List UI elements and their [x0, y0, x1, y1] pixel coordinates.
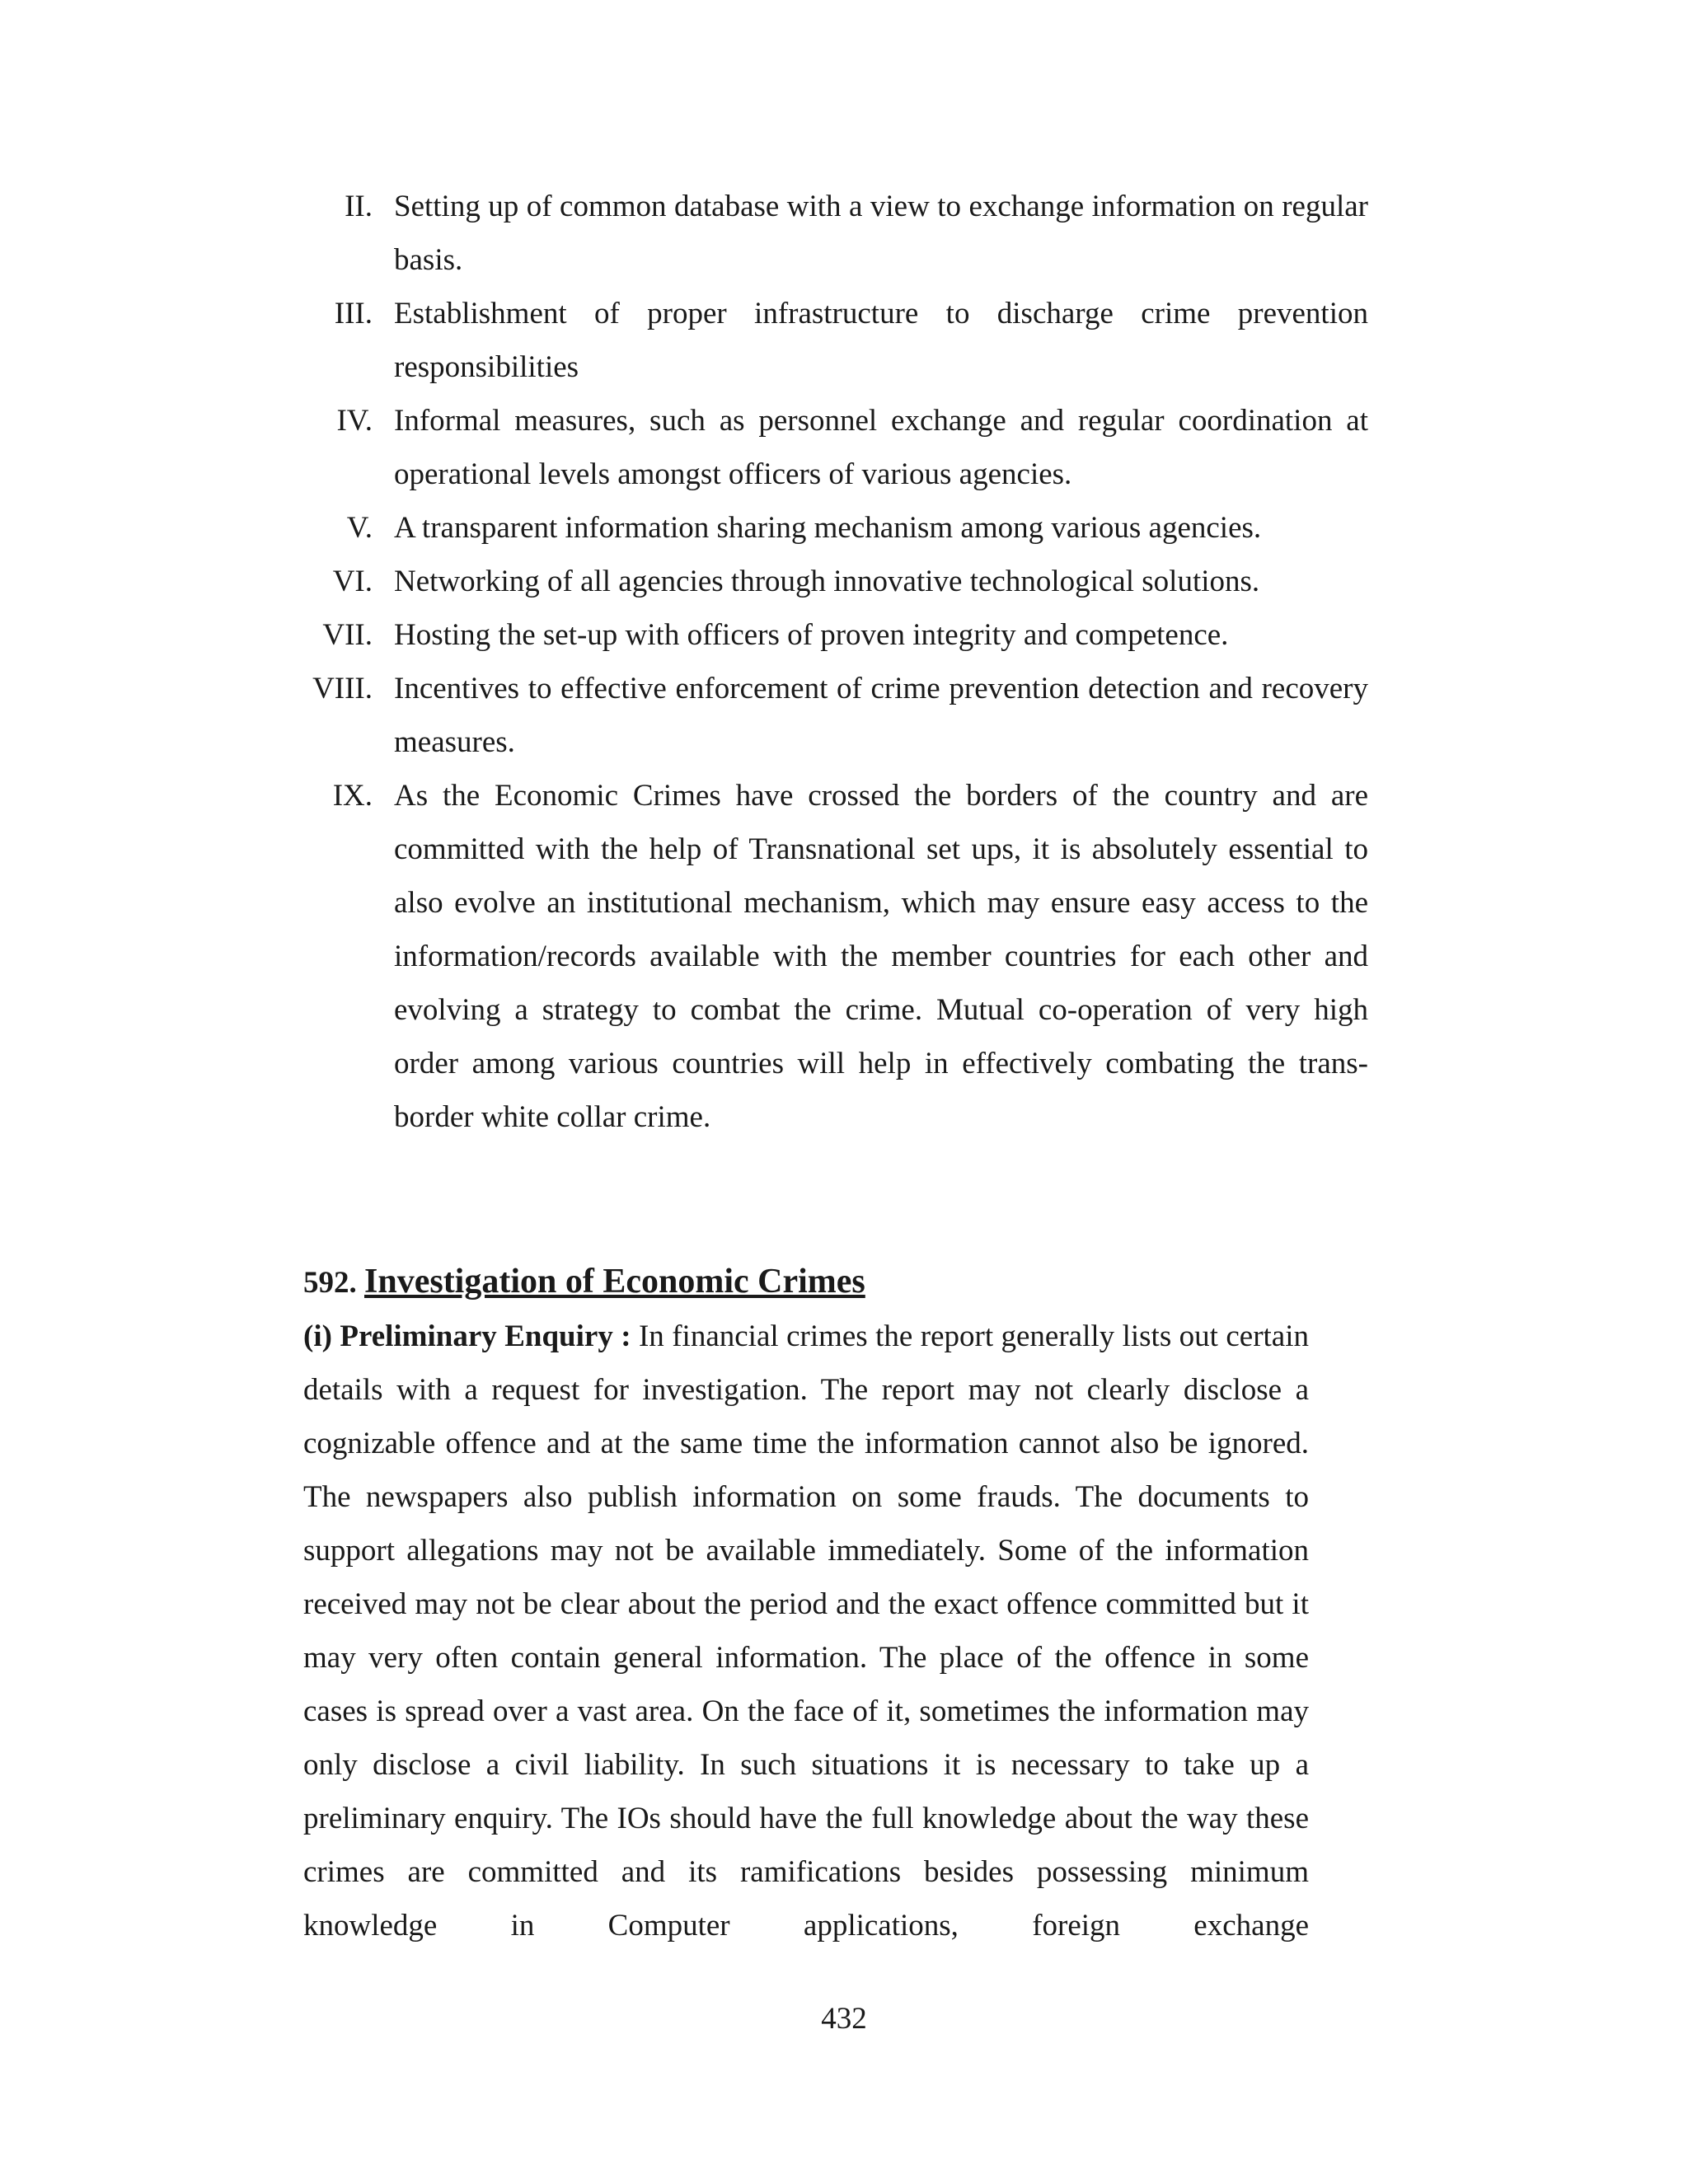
list-item — [305, 662, 1368, 769]
list-item — [305, 769, 1368, 1144]
section-heading — [303, 1257, 1309, 1308]
section-title: Investigation of Economic Crimes — [364, 1263, 865, 1301]
list-item-text: Setting up of common database with a view to exchange information on regular basis. — [394, 190, 1368, 277]
list-item — [305, 555, 1368, 608]
list-item-number: VI. — [332, 565, 373, 598]
section-paragraph — [303, 1310, 1309, 1952]
list-item-text: Establishment of proper infrastructure to discharge crime prevention responsibilities — [394, 297, 1368, 384]
list-item-text: Networking of all agencies through innovative technological solutions. — [394, 565, 1260, 598]
list-item-number: V. — [346, 511, 373, 545]
list-item — [305, 501, 1368, 555]
list-item-number: II. — [345, 190, 373, 223]
list-item-text: Incentives to effective enforcement of crime prevention detection and recovery measures. — [394, 672, 1368, 759]
list-item-text: A transparent information sharing mechanism among various agencies. — [394, 511, 1262, 545]
page-number: 432 — [821, 2002, 867, 2036]
list-item — [305, 608, 1368, 662]
list-item-text: Hosting the set-up with officers of proven integrity and competence. — [394, 618, 1229, 652]
paragraph-text: In financial crimes the report generally lists out certain details with a request for investigation. The report may not clearly disclose a cognizable offence and at the same time the information cannot also be ignored. The newspapers also publish information on some frauds. The documents to support allegations may not be available immediately. Some of the information received may not be clear about the period and the exact offence committed but it may very often contain general information. The place of the offence in some cases is spread over a vast area. On the face of it, sometimes the information may only disclose a civil liability. In such situations it is necessary to take up a preliminary enquiry. The IOs should have the full knowledge about the way these crimes are committed and its ramifications besides possessing minimum knowledge in Computer applications, foreign exchange — [303, 1319, 1309, 1943]
list-item — [305, 287, 1368, 394]
list-item-text: As the Economic Crimes have crossed the borders of the country and are committed with the help of Transnational set ups, it is absolutely essential to also evolve an institutional mechanism, which may ensure easy access to the information/records available with the member countries for each other and evolving a strategy to combat the crime. Mutual co-operation of very high order among various countries will help in effectively combating the trans-border white collar crime. — [394, 779, 1368, 1134]
list-item — [305, 180, 1368, 287]
list-item-number: VIII. — [312, 672, 373, 705]
measures-list — [305, 180, 1368, 1144]
list-item-number: VII. — [322, 618, 373, 652]
list-item-number: III. — [334, 297, 373, 330]
subheading: (i) Preliminary Enquiry : — [303, 1319, 631, 1353]
section-number: 592. — [303, 1266, 357, 1300]
list-item-number: IX. — [332, 779, 373, 813]
investigation-section — [303, 1257, 1309, 1952]
list-item-text: Informal measures, such as personnel exchange and regular coordination at operational levels amongst officers of various agencies. — [394, 404, 1368, 491]
list-item-number: IV. — [336, 404, 373, 438]
list-item — [305, 394, 1368, 501]
